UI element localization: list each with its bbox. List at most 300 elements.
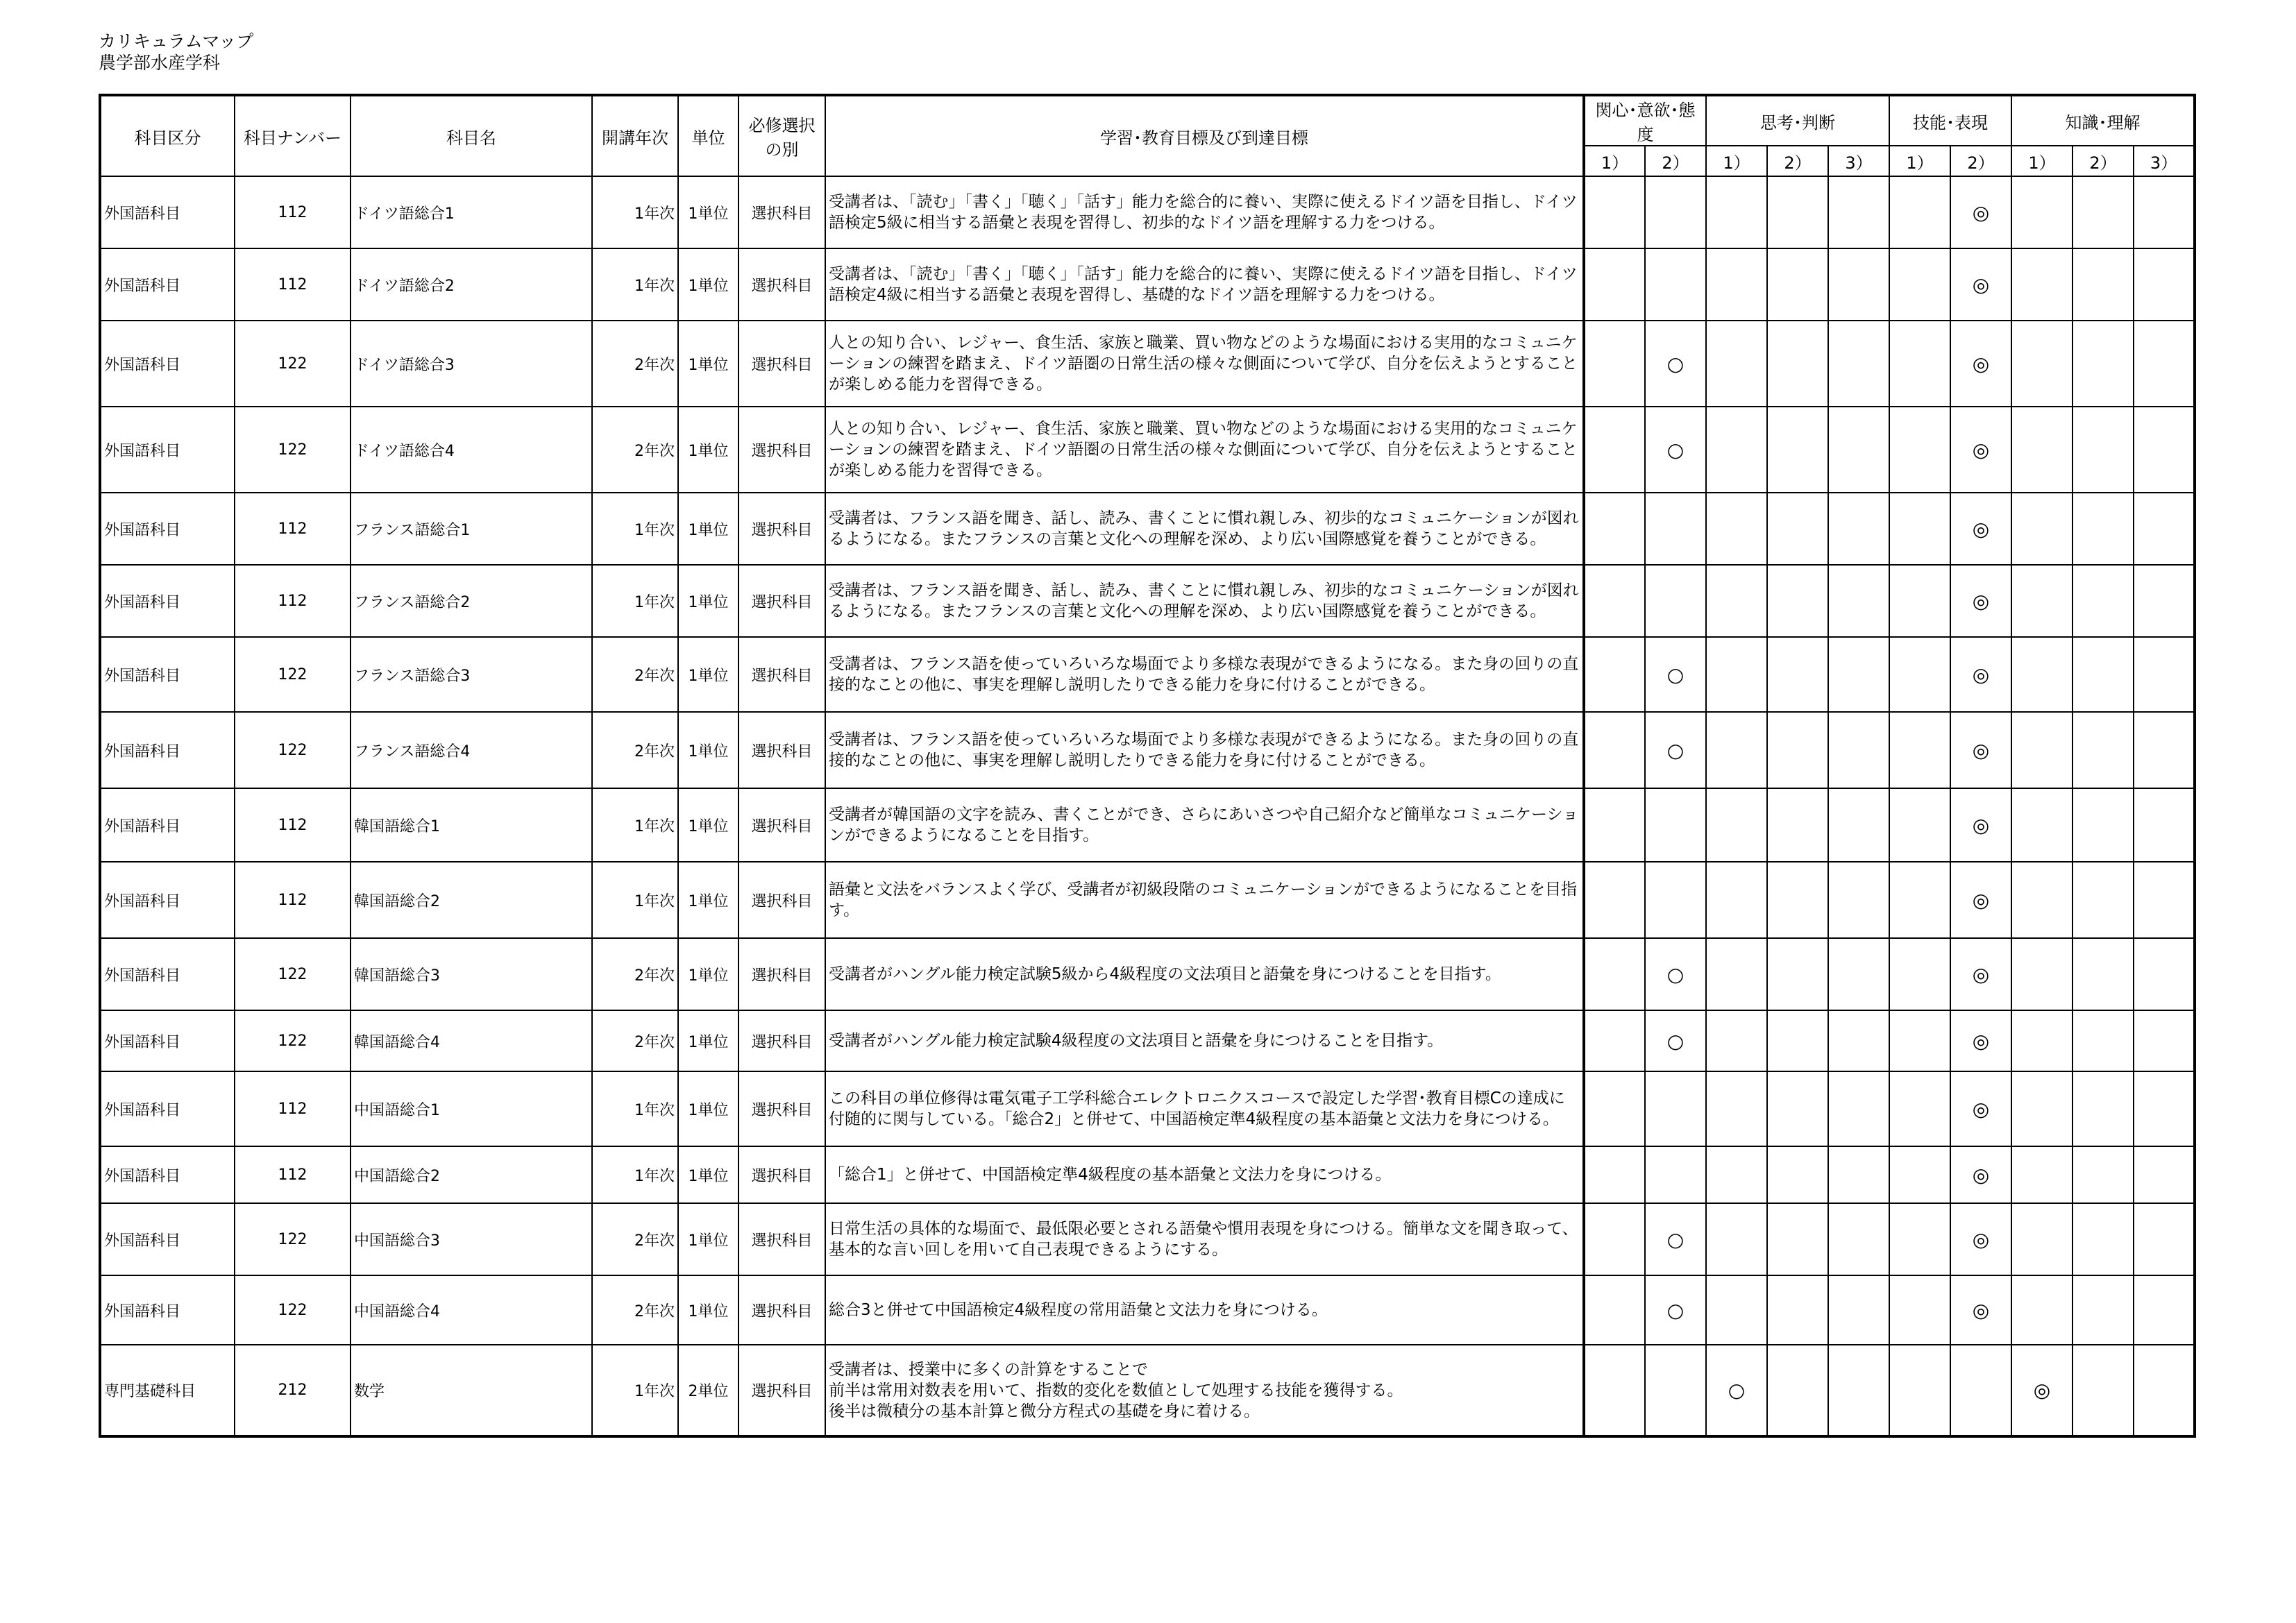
course-category: 専門基礎科目 [100,1345,235,1436]
course-credits: 2単位 [678,1345,738,1436]
mark-cell: ○ [1645,938,1706,1010]
mark-cell [2011,1203,2073,1275]
course-required: 選択科目 [738,1203,825,1275]
mark-cell [2134,321,2195,407]
course-name: 韓国語総合3 [351,938,592,1010]
header-name: 科目名 [351,95,592,176]
course-required: 選択科目 [738,1071,825,1146]
course-goal: 「総合1」と併せて、中国語検定準4級程度の基本語彙と文法力を身につける。 [825,1146,1584,1203]
table-row [100,176,2195,248]
course-year: 2年次 [592,321,678,407]
subheader-cell: 1） [1889,146,1950,176]
mark-cell [1584,938,1645,1010]
mark-cell [2073,493,2134,565]
header-required: 必修選択の別 [738,95,825,176]
course-number: 112 [235,493,351,565]
mark-cell [1828,407,1889,493]
course-credits: 1単位 [678,1275,738,1345]
course-required: 選択科目 [738,637,825,712]
table-row [100,1203,2195,1275]
mark-cell: ◎ [1950,637,2011,712]
course-category: 外国語科目 [100,938,235,1010]
course-name: ドイツ語総合3 [351,321,592,407]
mark-cell: ◎ [1950,565,2011,637]
mark-cell: ○ [1645,1275,1706,1345]
course-credits: 1単位 [678,1146,738,1203]
mark-cell [1645,176,1706,248]
mark-cell [2011,248,2073,321]
mark-cell [1828,1071,1889,1146]
mark-cell [1828,637,1889,712]
title-line-1: カリキュラムマップ [99,31,254,51]
mark-cell [1889,637,1950,712]
course-required: 選択科目 [738,1146,825,1203]
course-category: 外国語科目 [100,637,235,712]
course-year: 2年次 [592,1010,678,1071]
table-row [100,788,2195,862]
title-line-2: 農学部水産学科 [99,53,221,73]
mark-cell [1767,1010,1828,1071]
course-name: フランス語総合2 [351,565,592,637]
mark-cell: ◎ [1950,1203,2011,1275]
mark-cell [1706,176,1767,248]
mark-cell [1889,712,1950,788]
mark-cell [1706,1071,1767,1146]
course-year: 1年次 [592,493,678,565]
mark-cell [2073,407,2134,493]
table-row [100,712,2195,788]
mark-cell [1828,788,1889,862]
course-name: ドイツ語総合4 [351,407,592,493]
course-category: 外国語科目 [100,1010,235,1071]
course-number: 122 [235,321,351,407]
mark-cell [1767,862,1828,938]
course-category: 外国語科目 [100,1071,235,1146]
course-number: 122 [235,407,351,493]
course-year: 2年次 [592,1203,678,1275]
mark-cell [1767,248,1828,321]
mark-cell [1584,1146,1645,1203]
mark-cell [1584,493,1645,565]
mark-cell [1828,1203,1889,1275]
mark-cell [1828,1146,1889,1203]
course-goal: 総合3と併せて中国語検定4級程度の常用語彙と文法力を身につける。 [825,1275,1584,1345]
course-name: 韓国語総合1 [351,788,592,862]
course-goal: 受講者は、フランス語を聞き、話し、読み、書くことに慣れ親しみ、初歩的なコミュニケーションが図れるようになる。またフランスの言葉と文化への理解を深め、より広い国際感覚を養うことができる。 [825,565,1584,637]
mark-cell [1706,1275,1767,1345]
mark-cell: ◎ [1950,407,2011,493]
course-category: 外国語科目 [100,176,235,248]
course-name: 中国語総合2 [351,1146,592,1203]
course-category: 外国語科目 [100,565,235,637]
mark-cell [1584,788,1645,862]
mark-cell [1767,938,1828,1010]
course-category: 外国語科目 [100,788,235,862]
document-title [99,31,253,74]
mark-cell [2134,862,2195,938]
subheader-cell: 2） [1645,146,1706,176]
course-year: 2年次 [592,712,678,788]
mark-cell [2134,938,2195,1010]
mark-cell [1645,1071,1706,1146]
mark-cell [1767,176,1828,248]
curriculum-map-table [99,94,2196,1438]
course-name: ドイツ語総合1 [351,176,592,248]
mark-cell [1767,712,1828,788]
mark-cell [2073,637,2134,712]
mark-cell [1767,1146,1828,1203]
header-year: 開講年次 [592,95,678,176]
subheader-cell: 3） [2134,146,2195,176]
course-category: 外国語科目 [100,1146,235,1203]
mark-cell [1767,565,1828,637]
mark-cell [1950,1345,2011,1436]
course-year: 2年次 [592,1275,678,1345]
course-number: 112 [235,862,351,938]
mark-cell [2073,862,2134,938]
mark-cell: ◎ [1950,248,2011,321]
mark-cell [2134,1071,2195,1146]
course-required: 選択科目 [738,862,825,938]
mark-cell [2011,712,2073,788]
course-required: 選択科目 [738,712,825,788]
course-number: 112 [235,1071,351,1146]
mark-cell: ○ [1645,1203,1706,1275]
mark-cell [2011,1275,2073,1345]
course-year: 1年次 [592,862,678,938]
mark-cell [2011,176,2073,248]
mark-cell: ◎ [2011,1345,2073,1436]
mark-cell [1767,1203,1828,1275]
mark-cell: ○ [1645,407,1706,493]
course-credits: 1単位 [678,176,738,248]
course-category: 外国語科目 [100,712,235,788]
mark-cell [2134,788,2195,862]
mark-cell [1645,1345,1706,1436]
mark-cell [1828,1275,1889,1345]
course-year: 1年次 [592,248,678,321]
course-credits: 1単位 [678,1010,738,1071]
mark-cell [1645,493,1706,565]
table-row [100,637,2195,712]
mark-cell [1889,565,1950,637]
course-name: 中国語総合4 [351,1275,592,1345]
mark-cell [1889,1071,1950,1146]
mark-cell [1645,248,1706,321]
mark-cell [1584,565,1645,637]
mark-cell [1767,1275,1828,1345]
mark-cell [1584,176,1645,248]
course-category: 外国語科目 [100,493,235,565]
mark-cell [1767,321,1828,407]
mark-cell [1767,637,1828,712]
mark-cell [2134,248,2195,321]
mark-cell [1584,1071,1645,1146]
mark-cell [1584,407,1645,493]
table-body [100,176,2195,1436]
mark-cell [2073,1345,2134,1436]
mark-cell: ◎ [1950,1071,2011,1146]
mark-cell [1828,565,1889,637]
mark-cell [2073,1275,2134,1345]
mark-cell [1584,1010,1645,1071]
mark-cell [1706,493,1767,565]
mark-cell: ○ [1706,1345,1767,1436]
mark-cell [1706,1010,1767,1071]
mark-cell [1889,321,1950,407]
course-year: 1年次 [592,565,678,637]
mark-cell [1828,493,1889,565]
course-number: 112 [235,788,351,862]
course-credits: 1単位 [678,565,738,637]
mark-cell [1706,788,1767,862]
mark-cell [1706,862,1767,938]
mark-cell [2011,1146,2073,1203]
mark-cell [2073,1203,2134,1275]
mark-cell [1889,862,1950,938]
mark-cell [2011,565,2073,637]
course-number: 122 [235,712,351,788]
mark-cell [2073,248,2134,321]
subheader-cell: 2） [1950,146,2011,176]
course-number: 112 [235,176,351,248]
mark-cell [1706,1203,1767,1275]
course-required: 選択科目 [738,938,825,1010]
course-name: 中国語総合1 [351,1071,592,1146]
mark-cell [1889,1010,1950,1071]
mark-cell [1828,862,1889,938]
course-name: フランス語総合1 [351,493,592,565]
mark-cell [2073,788,2134,862]
table-row [100,407,2195,493]
course-year: 1年次 [592,176,678,248]
header-thinking: 思考･判断 [1706,95,1889,146]
mark-cell [1706,565,1767,637]
course-credits: 1単位 [678,862,738,938]
course-required: 選択科目 [738,788,825,862]
table-row [100,1010,2195,1071]
mark-cell [2011,637,2073,712]
mark-cell [2134,1146,2195,1203]
course-goal: 語彙と文法をバランスよく学び、受講者が初級段階のコミュニケーションができるようになることを目指す。 [825,862,1584,938]
header-goals: 学習･教育目標及び到達目標 [825,95,1584,176]
course-number: 112 [235,565,351,637]
mark-cell [1828,176,1889,248]
mark-cell: ◎ [1950,862,2011,938]
mark-cell [1889,1203,1950,1275]
mark-cell: ○ [1645,637,1706,712]
table-row [100,1071,2195,1146]
course-category: 外国語科目 [100,407,235,493]
table-row [100,1345,2195,1436]
mark-cell: ○ [1645,321,1706,407]
mark-cell [2011,407,2073,493]
course-goal: 受講者は、「読む」「書く」「聴く」「話す」能力を総合的に養い、実際に使えるドイツ語を目指し、ドイツ語検定5級に相当する語彙と表現を習得し、初歩的なドイツ語を理解する力をつける。 [825,176,1584,248]
mark-cell: ◎ [1950,712,2011,788]
mark-cell [2011,862,2073,938]
course-credits: 1単位 [678,637,738,712]
course-credits: 1単位 [678,493,738,565]
course-required: 選択科目 [738,321,825,407]
mark-cell: ◎ [1950,321,2011,407]
course-required: 選択科目 [738,176,825,248]
mark-cell [1828,938,1889,1010]
header-category: 科目区分 [100,95,235,176]
table-row [100,248,2195,321]
table-row [100,1146,2195,1203]
mark-cell: ◎ [1950,938,2011,1010]
mark-cell [2134,1010,2195,1071]
course-name: ドイツ語総合2 [351,248,592,321]
mark-cell: ◎ [1950,1146,2011,1203]
mark-cell [1889,176,1950,248]
mark-cell [1584,1275,1645,1345]
course-credits: 1単位 [678,1203,738,1275]
course-name: 韓国語総合4 [351,1010,592,1071]
course-credits: 1単位 [678,938,738,1010]
course-credits: 1単位 [678,407,738,493]
course-year: 2年次 [592,637,678,712]
course-goal: 受講者は、フランス語を聞き、話し、読み、書くことに慣れ親しみ、初歩的なコミュニケーションが図れるようになる。またフランスの言葉と文化への理解を深め、より広い国際感覚を養うことができる。 [825,493,1584,565]
mark-cell [1645,565,1706,637]
mark-cell [2073,1146,2134,1203]
course-credits: 1単位 [678,712,738,788]
course-year: 2年次 [592,407,678,493]
table-row [100,493,2195,565]
table-row [100,565,2195,637]
mark-cell [2134,637,2195,712]
mark-cell [2073,565,2134,637]
mark-cell [1767,407,1828,493]
header-number: 科目ナンバー [235,95,351,176]
mark-cell [1706,407,1767,493]
header-skill: 技能･表現 [1889,95,2011,146]
course-required: 選択科目 [738,248,825,321]
table-row [100,1275,2195,1345]
course-number: 112 [235,1146,351,1203]
mark-cell [2134,1203,2195,1275]
mark-cell [1584,248,1645,321]
course-required: 選択科目 [738,493,825,565]
mark-cell [1889,1345,1950,1436]
course-category: 外国語科目 [100,248,235,321]
course-category: 外国語科目 [100,1203,235,1275]
table-row [100,938,2195,1010]
mark-cell [1767,493,1828,565]
mark-cell [1828,1010,1889,1071]
mark-cell [1706,637,1767,712]
header-knowledge: 知識･理解 [2011,95,2195,146]
course-year: 2年次 [592,938,678,1010]
course-required: 選択科目 [738,407,825,493]
mark-cell [1889,248,1950,321]
mark-cell [2011,493,2073,565]
mark-cell [2134,1275,2195,1345]
subheader-cell: 3） [1828,146,1889,176]
mark-cell [1584,637,1645,712]
mark-cell [1584,1203,1645,1275]
mark-cell [1584,862,1645,938]
mark-cell [2134,407,2195,493]
mark-cell [2073,321,2134,407]
course-category: 外国語科目 [100,321,235,407]
mark-cell: ◎ [1950,176,2011,248]
course-year: 1年次 [592,1146,678,1203]
course-required: 選択科目 [738,1275,825,1345]
mark-cell [2011,1071,2073,1146]
mark-cell [2073,938,2134,1010]
course-credits: 1単位 [678,788,738,862]
course-goal: 受講者は、フランス語を使っていろいろな場面でより多様な表現ができるようになる。また身の回りの直接的なことの他に、事実を理解し説明したりできる能力を身に付けることができる。 [825,712,1584,788]
mark-cell [2011,321,2073,407]
table-row [100,321,2195,407]
subheader-cell: 1） [1706,146,1767,176]
course-name: フランス語総合3 [351,637,592,712]
mark-cell [1584,1345,1645,1436]
course-goal: 受講者は、フランス語を使っていろいろな場面でより多様な表現ができるようになる。また身の回りの直接的なことの他に、事実を理解し説明したりできる能力を身に付けることができる。 [825,637,1584,712]
mark-cell: ◎ [1950,1010,2011,1071]
course-category: 外国語科目 [100,862,235,938]
course-credits: 1単位 [678,321,738,407]
mark-cell: ◎ [1950,788,2011,862]
mark-cell [1889,788,1950,862]
mark-cell [1645,862,1706,938]
mark-cell [2134,176,2195,248]
subheader-cell: 1） [2011,146,2073,176]
course-number: 212 [235,1345,351,1436]
course-goal: 受講者が韓国語の文字を読み、書くことができ、さらにあいさつや自己紹介など簡単なコミュニケーションができるようになることを目指す。 [825,788,1584,862]
mark-cell [1706,248,1767,321]
course-number: 122 [235,1010,351,1071]
course-goal: この科目の単位修得は電気電子工学科総合エレクトロニクスコースで設定した学習･教育目標Cの達成に付随的に関与している。「総合2」と併せて、中国語検定準4級程度の基本語彙と文法力を身につける。 [825,1071,1584,1146]
course-required: 選択科目 [738,565,825,637]
course-required: 選択科目 [738,1345,825,1436]
mark-cell [1828,248,1889,321]
mark-cell [1706,938,1767,1010]
table-row [100,862,2195,938]
mark-cell [2134,712,2195,788]
mark-cell [1584,321,1645,407]
mark-cell [2011,788,2073,862]
course-goal: 受講者は、「読む」「書く」「聴く」「話す」能力を総合的に養い、実際に使えるドイツ語を目指し、ドイツ語検定4級に相当する語彙と表現を習得し、基礎的なドイツ語を理解する力をつける。 [825,248,1584,321]
subheader-cell: 1） [1584,146,1645,176]
mark-cell [1706,1146,1767,1203]
mark-cell [2073,712,2134,788]
mark-cell [1767,1345,1828,1436]
course-goal: 人との知り合い、レジャー、食生活、家族と職業、買い物などのような場面における実用的なコミュニケーションの練習を踏まえ、ドイツ語圏の日常生活の様々な側面について学び、自分を伝えようとすることが楽しめる能力を習得できる。 [825,407,1584,493]
course-name: 中国語総合3 [351,1203,592,1275]
mark-cell [1889,938,1950,1010]
course-goal: 日常生活の具体的な場面で、最低限必要とされる語彙や慣用表現を身につける。簡単な文を聞き取って、基本的な言い回しを用いて自己表現できるようにする。 [825,1203,1584,1275]
course-year: 1年次 [592,788,678,862]
course-number: 122 [235,637,351,712]
mark-cell [1706,712,1767,788]
mark-cell [1889,493,1950,565]
mark-cell: ○ [1645,712,1706,788]
course-name: フランス語総合4 [351,712,592,788]
header-interest: 関心･意欲･態度 [1584,95,1706,146]
course-year: 1年次 [592,1345,678,1436]
course-category: 外国語科目 [100,1275,235,1345]
mark-cell [2073,1010,2134,1071]
course-goal: 受講者がハングル能力検定試験5級から4級程度の文法項目と語彙を身につけることを目指す。 [825,938,1584,1010]
subheader-cell: 2） [1767,146,1828,176]
mark-cell [1645,1146,1706,1203]
mark-cell [1767,1071,1828,1146]
mark-cell [1767,788,1828,862]
course-number: 112 [235,248,351,321]
mark-cell [1828,321,1889,407]
